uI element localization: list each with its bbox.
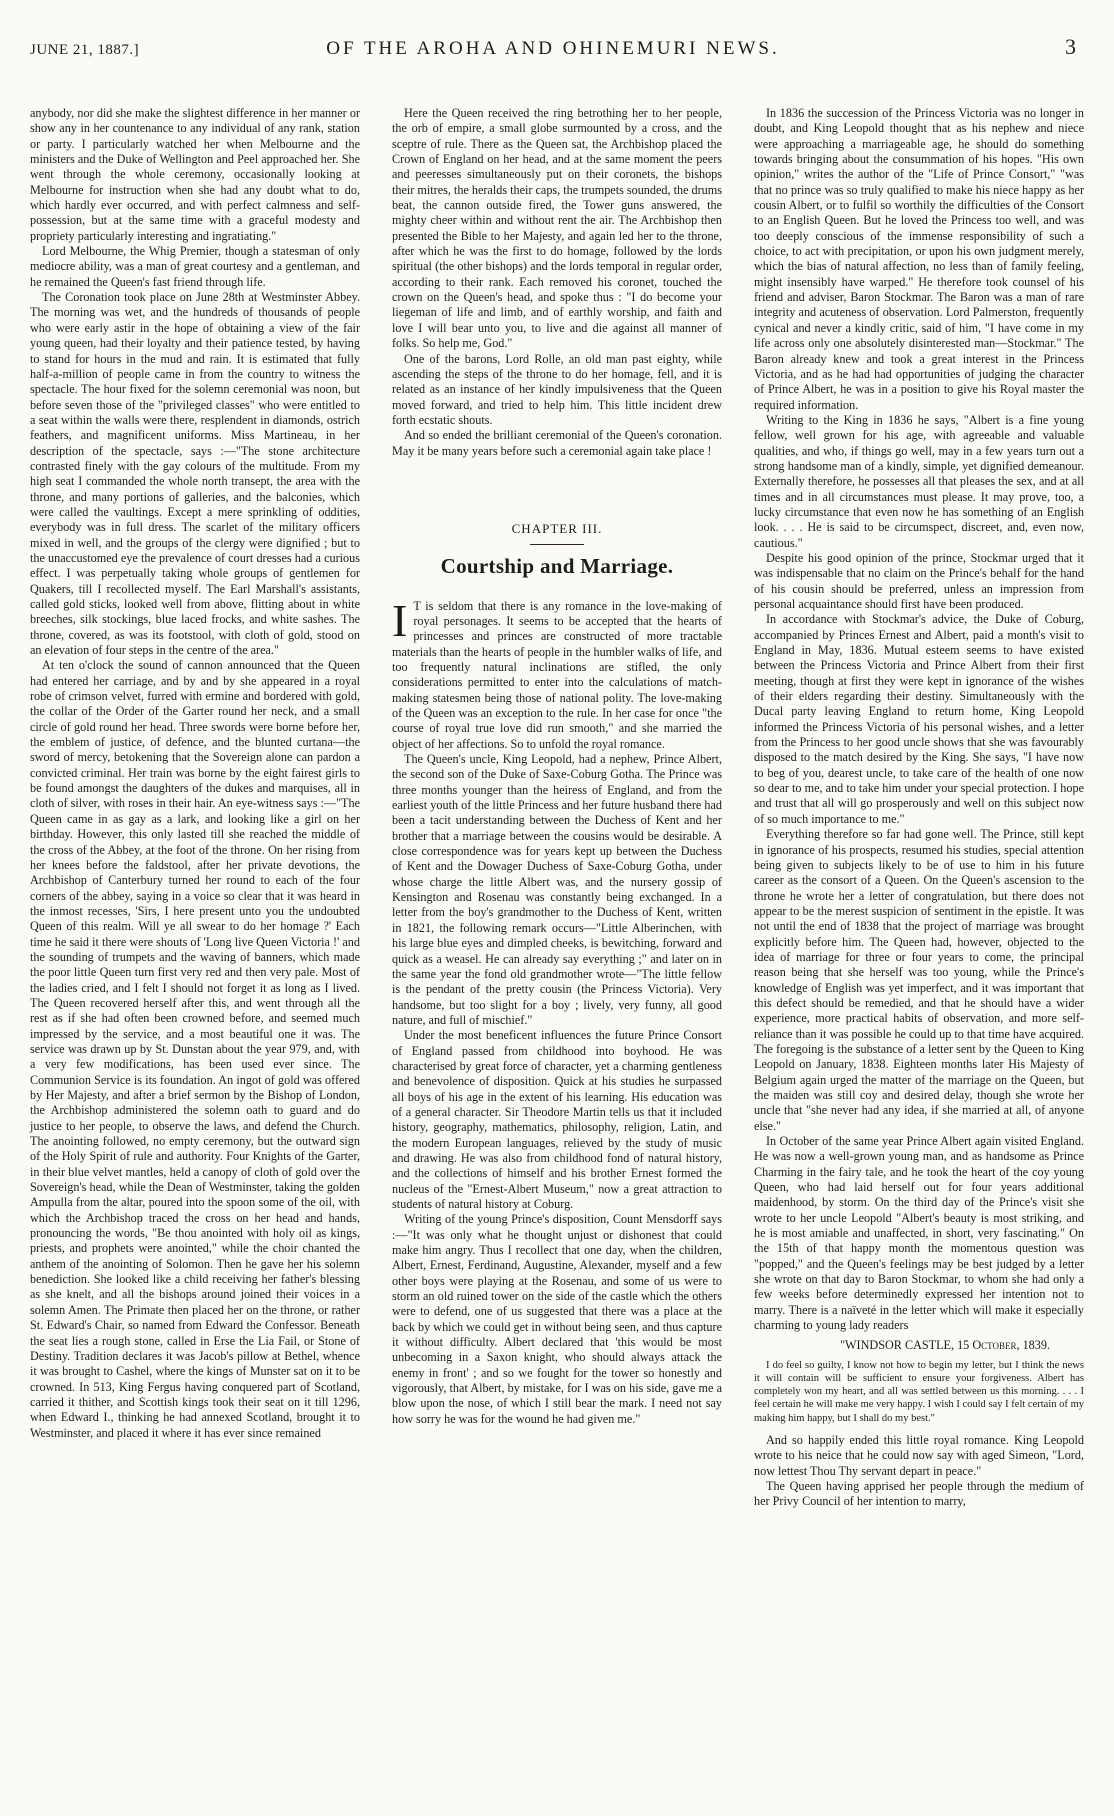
issue-date: JUNE 21, 1887.]: [30, 42, 140, 58]
paragraph-text: T is seldom that there is any romance in the love-making of royal personages. It seems to be accepted that the hearts of princesses and princes are constructed of more tractable materials than the hearts of people in the humbler walks of life, and too frequently natural inclinations are stifled, the only considerations permitted to enter into the calculations of match-making statesmen being those of national polity. The love-making of the Queen was an exception to the rule. In her case for once "the course of royal true love did run smooth," and she married the object of her affections. So to unfold the royal romance.: [392, 598, 722, 751]
chapter-opening-paragraph: [392, 594, 722, 752]
chapter-label: CHAPTER III.: [511, 520, 603, 536]
page-number: 3: [1065, 34, 1076, 59]
drop-cap: I: [392, 594, 408, 646]
paragraph: Everything therefore so far had gone well. The Prince, still kept in ignorance of his prospects, resumed his studies, special attention being given to subjects likely to be of use to him in his future career as the consort of a Queen. On the Queen's ascension to the throne he wrote her a letter of congratulation, but there does not appear to be the merest suspicion of sentiment in the epistle. It was not until the end of 1838 that the project of marriage was brought explicitly before him. The Queen had, however, objected to the idea of marriage for three or four years to come, the principal reason being that she herself was too young, while the Prince's knowledge of English was yet imperfect, and it was important that this defect should be remedied, and that he should have a wider experience, more practical habits of observation, and more self-reliance than it was possible he could up to that time have acquired. The foregoing is the substance of a letter sent by the Queen to King Leopold on January, 1838. Eighteen months later His Majesty of Belgium again urged the matter of the marriage on the Queen, but the maiden was still coy and desired delay, though she wrote her uncle that "she never had any idea, if she married at all, of anyone else.": [754, 827, 1084, 1133]
paragraph: At ten o'clock the sound of cannon announced that the Queen had entered her carriage, and by and by she appeared in a royal robe of crimson velvet, furred with ermine and bordered with gold, the collar of the Order of the Garter round her neck, and a small circle of gold round her head. Three swords were borne before her, the emblem of justice, of defence, and the blunted curtana—the sword of mercy, betokening that the Sovereign alone can pardon a convicted criminal. Her train was borne by the eight fairest girls to be found amongst the daughters of the dukes and marquises, all in cloth of silver, with roses in their hair. An eye-witness says :—"The Queen came in as gay as a lark, and looking like a girl on her birthday. However, this only lasted till she reached the middle of the cross of the Abbey, at the foot of the throne. On her rising from her knees before the faldstool, after her private devotions, the Archbishop of Canterbury turned her round to each of the four corners of the abbey, saying in a voice so clear that it was heard in the inmost recesses, 'Sirs, I here present unto you the undoubted Queen of this realm. Will ye all swear to do her homage ?' Each time he said it there were shouts of 'Long live Queen Victoria !' and the sounding of trumpets and the waving of banners, which made the poor little Queen turn first very red and then very pale. Most of the ladies cried, and I felt I should not forget it as long as I lived. The Queen recovered herself after this, and went through all the rest as if she had often been crowned before, and seemed much impressed by the service, and a most beautiful one it was. The service was drawn up by St. Dunstan about the year 979, and, with a very few modifications, has been used ever since. The Communion Service is its foundation. An ingot of gold was offered by Her Majesty, and after a brief sermon by the Bishop of London, the Archbishop administered the solemn oath to guard and do justice to her people, to observe the laws, and defend the Church. The anointing followed, no empty ceremony, but the outward sign of the Holy Spirit of rule and authority. Four Knights of the Garter, in their blue velvet mantles, held a canopy of cloth of gold over the Sovereign's head, while the Dean of Westminster, taking the golden Ampulla from the altar, poured into the spoon some of the oil, with which the Archbishop traced the cross on her head and hands, pronouncing the words, "Be thou anointed with holy oil as kings, priests, and prophets were anointed," while the choir chanted the anthem of the anointing of Solomon. Then he gave her his solemn benediction. She looked like a child receiving her father's blessing as she knelt, and all the bishops around joined their voices in a solemn Amen. The Primate then placed her on the throne, or rather St. Edward's Chair, so named from Edward the Confessor. Beneath the seat lies a rough stone, called in Erse the Lia Fail, or Stone of Destiny. Tradition declares it was Jacob's pillow at Bethel, whence it was brought to Cashel, where the kings of Munster sat on it to be crowned. In 513, King Fergus having conquered part of Scotland, carried it thither, and Scottish kings took their seat on it till 1296, when Edward I., thinking he had annexed Scotland, brought it to Westminster, and placed it where it has ever since remained: [30, 658, 360, 1440]
paragraph: Lord Melbourne, the Whig Premier, though a statesman of only mediocre ability, was a man of great courtesy and a gentleman, and he remained the Queen's fast friend through life.: [30, 244, 360, 289]
paragraph: The Queen having apprised her people through the medium of her Privy Council of her intention to marry,: [754, 1478, 1084, 1509]
paragraph: And so happily ended this little royal romance. King Leopold wrote to his neice that he could now say with aged Simeon, "Lord, now lettest Thou Thy servant depart in peace.": [754, 1432, 1084, 1478]
paragraph: The Coronation took place on June 28th at Westminster Abbey. The morning was wet, and the hundreds of thousands of people who were early astir in the hope of obtaining a view of the fair young queen, had their loyalty and their patience tested, by having to stand for hours in the mud and rain. It is estimated that fully half-a-million of people came in from the country to witness the spectacle. The hour fixed for the solemn ceremonial was noon, but before seven those of the "privileged classes" who were entitled to a seat within the walls were there, resplendent in diamonds, ostrich feathers, and magnificent uniforms. Miss Martineau, in her description of the spectacle, says :—"The stone architecture contrasted finely with the gay colours of the multitude. From my high seat I commanded the whole north transept, the area with the throne, and many portions of galleries, and the balconies, which were called the vaultings. Except a mere sprinkling of oddities, everybody was in full dress. The scarlet of the military officers mixed in well, and the groups of the clergy were dignified ; but to the unaccustomed eye the prevalence of court dresses had a curious effect. I was perpetually taking whole groups of gentlemen for Quakers, till I recollected myself. The Earl Marshall's assistants, called gold sticks, looked well from above, flitting about in white breeches, silk stockings, blue laced frocks, and white sashes. The throne, covered, as was its footstool, with cloth of gold, stood on an elevation of four steps in the centre of the area.": [30, 290, 360, 658]
text-columns: [30, 106, 1084, 1510]
paragraph: Writing to the King in 1836 he says, "Albert is a fine young fellow, well grown for his age, with agreeable and valuable qualities, and who, if things go well, may in a few years turn out a strong handsome man of a kindly, simple, yet dignified demeanour. Externally therefore, he possesses all that pleases the sex, and at all times and in all circumstances must please. It may prove, too, a lucky circumstance that even now he has something of an English look. . . . He is said to be circumspect, discreet, and, even now, cautious.": [754, 412, 1084, 550]
paragraph: In accordance with Stockmar's advice, the Duke of Coburg, accompanied by Princes Ernest and Albert, paid a month's visit to England in May, 1836. Mutual esteem seems to have existed between the Princess Victoria and Prince Albert from their first meeting, though at first they were kept in ignorance of the wishes of their elders regarding their destiny. Simultaneously with the Ducal party leaving England to return home, King Leopold informed the Princess Victoria of his personal wishes, and a letter from the Princess to her good uncle shows that she was favourably disposed to the match desired by the King. She says, "I have now to beg of you, dearest uncle, to take care of the health of one now so dear to me, and to take him under your special protection. I hope and trust that all will go prosperously and well on this subject now of so much importance to me.": [754, 612, 1084, 826]
paragraph: Under the most beneficent influences the future Prince Consort of England passed from childhood into boyhood. He was characterised by great force of character, yet a charming gentleness and benevolence of disposition. Quick at his studies he surpassed all boys of his age in the extent of his learning. His education was of a general character. Sir Theodore Martin tells us that it included history, geography, mathematics, philosophy, religion, Latin, and the modern European languages, relieved by the study of music and drawing. He was also from childhood fond of natural history, and the collections of himself and his brother Ernest formed the nucleus of the "Ernest-Albert Museum," now a great attraction to students of natural history at Coburg.: [392, 1028, 722, 1211]
paragraph: In October of the same year Prince Albert again visited England. He was now a well-grown young man, and as handsome as Prince Charming in the fairy tale, and he took the heart of the coy young Queen, who had laid herself out for four years additional maidenhood, by storm. On the third day of the Prince's visit she wrote to her uncle Leopold "Albert's beauty is most striking, and he is most amiable and unaffected, in short, very fascinating." On the 15th of that happy month the momentous question was "popped," and the Queen's feelings may be best judged by a letter she wrote on that day to Baron Stockmar, to whom she had only a few weeks before determinedly expressed her intention not to marry. There is a naïveté in the letter which will make it especially charming to young lady readers: [754, 1134, 1084, 1333]
paragraph: Writing of the young Prince's disposition, Count Mensdorff says :—"It was only what he thought unjust or dishonest that could make him angry. Thus I recollect that one day, when the children, Albert, Ernest, Ferdinand, Augustine, Alexander, myself and a few other boys were playing at the Rosenau, and some of us were to storm an old ruined tower on the side of the castle which the others were to defend, one of us suggested that there was a place at the back by which we could get in without being seen, and thus capture it without difficulty. Albert declared that 'this would be most unbecoming in a Saxon knight, who should always attack the enemy in front' ; and so we fought for the tower so honestly and vigorously, that Albert, by mistake, for I was on his side, gave me a blow upon the nose, of which I still bear the mark. I need not say how sorry he was for the wound he had given me.": [392, 1212, 722, 1426]
column-3: [754, 106, 1084, 1510]
paragraph: One of the barons, Lord Rolle, an old man past eighty, while ascending the steps of the throne to do her homage, fell, and it is related as an instance of her kindly impulsiveness that the Queen moved forward, and tried to help him. This little incident drew forth ecstatic shouts.: [392, 351, 722, 427]
paragraph: In 1836 the succession of the Princess Victoria was no longer in doubt, and King Leopold thought that as his nephew and niece were approaching a marriageable age, he should do something towards bringing about the consummation of his hopes. "His own opinion," writes the author of the "Life of Prince Consort," "was that no prince was so truly qualified to make his niece happy as her cousin Albert, or to fulfil so worthily the difficulties of the Consort to an English Queen. But he loved the Princess too well, and was too deeply conscious of the immense responsibility of such a choice, to act with precipitation, or upon his own judgment merely, which the bias of natural affection, no less than of family feeling, might insensibly have warped." He therefore took counsel of his friend and adviser, Baron Stockmar. The Baron was a man of rare integrity and acuteness of observation. Lord Palmerston, frequently cynical and never a kindly critic, said of him, "I have come in my life across only one absolutely disinterested man—Stockmar." The Baron already knew and took a great interest in the Princess Victoria, and as he had had opportunities of judging the character of Prince Albert, he was in a position to give his Royal master the required information.: [754, 106, 1084, 412]
paragraph: And so ended the brilliant ceremonial of the Queen's coronation. May it be many years before such a ceremonial again take place !: [392, 428, 722, 458]
paragraph: Despite his good opinion of the prince, Stockmar urged that it was indispensable that no claim on the Prince's behalf for the hand of his cousin should be preferred, unless an impression from personal acquaintance should first have been produced.: [754, 550, 1084, 611]
letter-heading: "WINDSOR CASTLE, 15 October, 1839.: [840, 1337, 1050, 1352]
column-1: [30, 106, 360, 1510]
column-2: [392, 106, 722, 1510]
paragraph: The Queen's uncle, King Leopold, had a nephew, Prince Albert, the second son of the Duke of Saxe-Coburg Gotha. The Prince was three months younger than the heiress of England, and from the earliest youth of the little Princess and her future husband there had been a tacit understanding between the Duchess of Kent and her brother that a marriage between the cousins would be desirable. A close correspondence was for years kept up between the Duchess of Kent and the Dowager Duchess of Saxe-Coburg Gotha, under whose charge the little Albert was, and the nursery gossip of Kensington and Rosenau was constantly being exchanged. In a letter from the boy's grandmother to the Duchess of Kent, written in 1821, the following remark occurs—"Little Alberinchen, with his large blue eyes and dimpled cheeks, is bewitching, forward and quick as a weasel. He can already say everything ;" and later on in the same year the fond old grandmother wrote—"The little fellow is the pendant of the pretty cousin (the Princess Victoria). Very handsome, but too slight for a boy ; lively, very funny, all good nature, and full of mischief.": [392, 752, 722, 1027]
page-header: [30, 34, 1084, 70]
divider: [530, 544, 584, 545]
paragraph: Here the Queen received the ring betrothing her to her people, the orb of empire, a small globe surmounted by a cross, and the sceptre of rule. There as the Queen sat, the Archbishop placed the Crown of England on her head, and at the same moment the peers and peeresses simultaneously put on their coronets, the bishops their mitres, the heralds their caps, the trumpets sounded, the drums beat, the cannon outside fired, the Tower guns answered, the mighty cheer within and without rent the air. The Archbishop then presented the Bible to her Majesty, and again led her to the throne, after which he was the first to do homage, followed by the lords spiritual (the other bishops) and the lords temporal in regular order, according to their rank. Each removed his coronet, touched the crown on the Queen's head, and spoke thus : "I do become your liegeman of life and limb, and of earthly worship, and faith and love I will bear unto you, to live and die against all manner of folks. So help me, God.": [392, 106, 722, 351]
running-title: OF THE AROHA AND OHINEMURI NEWS.: [326, 38, 780, 59]
chapter-title: Courtship and Marriage.: [440, 554, 674, 579]
paragraph: anybody, nor did she make the slightest difference in her manner or show any in her countenance to any individual of any rank, station or party. I particularly watched her when Melbourne and the ministers and the Duke of Wellington and Peel approached her. She went through the whole ceremony, occasionally looking at Melbourne for instruction when she had any doubt what to do, which hardly ever occurred, and with perfect calmness and self-possession, but at the same time with a graceful modesty and propriety particularly interesting and ingratiating.": [30, 106, 360, 243]
quoted-letter: I do feel so guilty, I know not how to begin my letter, but I think the news it will contain will be sufficient to ensure your forgiveness. Albert has completely won my heart, and all was settled between us this morning. . . . I feel certain he will make me very happy. I wish I could say I felt certain of my making him happy, but I shall do my best.": [754, 1359, 1084, 1424]
